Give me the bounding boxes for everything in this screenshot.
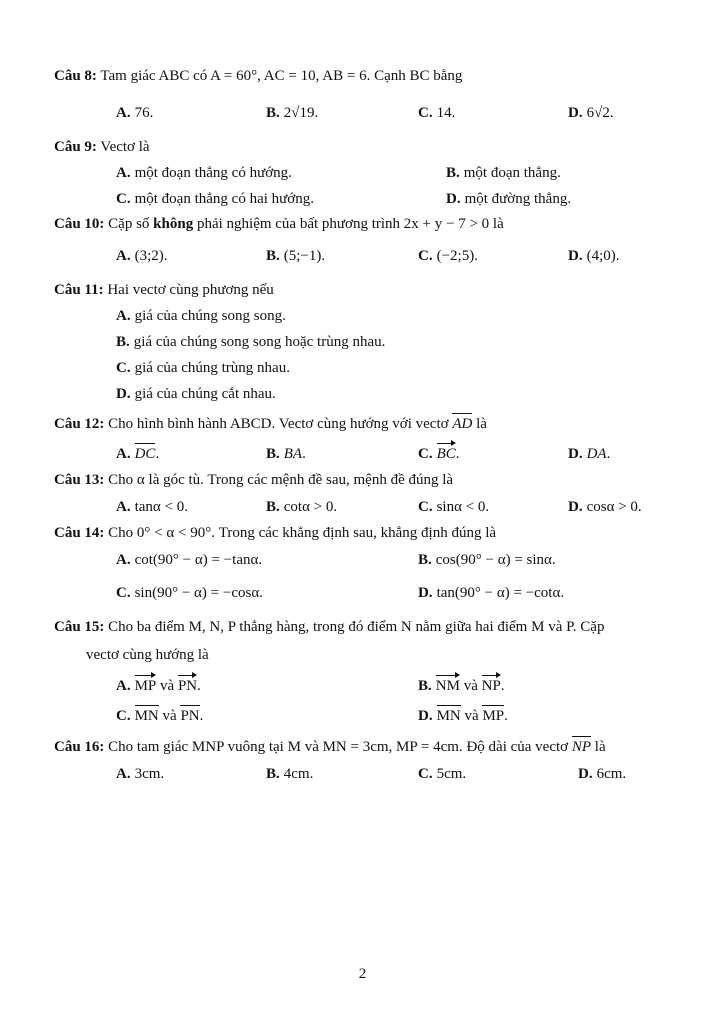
option-a — [116, 246, 168, 266]
question-label: Câu 9: — [54, 139, 97, 155]
option-key: B. — [266, 766, 280, 782]
option-key: A. — [116, 766, 131, 782]
option-a — [116, 306, 286, 326]
question-12 — [54, 414, 695, 434]
option-key: D. — [578, 766, 593, 782]
option-key: D. — [568, 248, 583, 264]
option-vector: NM — [435, 678, 460, 694]
option-text: tanα < 0. — [134, 499, 188, 515]
option-text: tan(90° − α) = −cotα. — [436, 585, 565, 601]
question-stem: Cho α là góc tù. Trong các mệnh đề sau, mệnh đề đúng là — [108, 472, 454, 488]
option-c — [116, 583, 263, 603]
option-text: . — [155, 446, 160, 462]
question-15-continuation: vectơ cùng hướng là — [86, 647, 209, 663]
option-key: B. — [418, 552, 432, 568]
option-vector: MP — [134, 678, 157, 694]
question-stem: Hai vectơ cùng phương nếu — [107, 282, 274, 298]
option-text: cotα > 0. — [283, 499, 338, 515]
option-key: D. — [446, 191, 461, 207]
option-c — [418, 497, 489, 517]
option-vector: DA — [586, 446, 607, 462]
option-c — [418, 764, 466, 784]
option-key: B. — [418, 678, 432, 694]
option-join: và — [464, 708, 479, 724]
option-key: D. — [418, 585, 433, 601]
option-d — [116, 384, 276, 404]
option-d — [568, 103, 614, 123]
question-label: Câu 14: — [54, 525, 105, 541]
question-13 — [54, 470, 695, 490]
question-stem-rest: là — [594, 739, 606, 755]
question-15 — [54, 617, 695, 637]
option-text: 2√19. — [283, 105, 319, 121]
option-text: . — [197, 678, 201, 694]
option-d — [568, 497, 642, 517]
option-key: B. — [266, 446, 280, 462]
option-b — [266, 444, 306, 464]
option-a — [116, 163, 292, 183]
vector-np: NP — [571, 739, 592, 755]
option-text: (4;0). — [586, 248, 620, 264]
option-text: 6cm. — [596, 766, 627, 782]
option-key: A. — [116, 552, 131, 568]
option-b — [266, 246, 325, 266]
question-label: Câu 12: — [54, 416, 105, 432]
question-14 — [54, 523, 695, 543]
option-a — [116, 497, 188, 517]
option-text: một đường thẳng. — [464, 191, 572, 207]
option-key: C. — [418, 446, 433, 462]
option-text: 6√2. — [586, 105, 614, 121]
question-label: Câu 13: — [54, 472, 105, 488]
option-text: . — [199, 708, 204, 724]
option-text: 5cm. — [436, 766, 467, 782]
option-b — [116, 332, 385, 352]
option-key: B. — [266, 499, 280, 515]
option-key: B. — [266, 248, 280, 264]
option-key: C. — [418, 248, 433, 264]
question-10 — [54, 214, 695, 234]
option-text: 4cm. — [283, 766, 314, 782]
option-key: C. — [418, 766, 433, 782]
option-key: C. — [418, 499, 433, 515]
option-vector: BC — [436, 446, 456, 462]
option-vector: PN — [177, 678, 198, 694]
question-9 — [54, 137, 695, 157]
option-c — [116, 358, 290, 378]
vector-ad: AD — [452, 416, 473, 432]
option-text: sinα < 0. — [436, 499, 490, 515]
option-key: A. — [116, 499, 131, 515]
option-vector: MN — [436, 708, 461, 724]
option-key: D. — [418, 708, 433, 724]
option-text: (−2;5). — [436, 248, 478, 264]
option-d — [446, 189, 571, 209]
option-key: C. — [116, 585, 131, 601]
option-key: C. — [116, 708, 131, 724]
question-stem: Vectơ là — [100, 139, 150, 155]
option-key: D. — [116, 386, 131, 402]
option-c — [116, 706, 203, 726]
option-text: 3cm. — [134, 766, 165, 782]
option-d — [418, 706, 508, 726]
option-key: A. — [116, 308, 131, 324]
option-join: và — [463, 678, 478, 694]
option-a — [116, 444, 159, 464]
option-b — [266, 764, 313, 784]
option-key: A. — [116, 678, 131, 694]
option-text: cosα > 0. — [586, 499, 642, 515]
option-b — [266, 497, 337, 517]
option-key: A. — [116, 446, 131, 462]
option-b — [266, 103, 318, 123]
question-8 — [54, 66, 695, 86]
option-key: B. — [266, 105, 280, 121]
option-a — [116, 764, 164, 784]
option-key: D. — [568, 446, 583, 462]
option-text: giá của chúng song song hoặc trùng nhau. — [133, 334, 386, 350]
option-key: A. — [116, 248, 131, 264]
option-key: A. — [116, 105, 131, 121]
option-text: cos(90° − α) = sinα. — [435, 552, 556, 568]
option-key: C. — [116, 191, 131, 207]
option-key: B. — [446, 165, 460, 181]
option-b — [418, 676, 505, 696]
question-label: Câu 16: — [54, 739, 105, 755]
option-a — [116, 676, 201, 696]
option-c — [418, 444, 460, 464]
option-key: D. — [568, 105, 583, 121]
option-join: và — [160, 678, 175, 694]
option-text: giá của chúng cắt nhau. — [134, 386, 276, 402]
option-d — [568, 246, 620, 266]
question-label: Câu 15: — [54, 619, 105, 635]
question-stem: Tam giác ABC có A = 60°, AC = 10, AB = 6. Cạnh BC bằng — [100, 68, 463, 84]
option-key: A. — [116, 165, 131, 181]
option-key: D. — [568, 499, 583, 515]
page-number: 2 — [358, 966, 367, 982]
question-stem: Cho tam giác MNP vuông tại M và MN = 3cm, MP = 4cm. Độ dài của vectơ — [108, 739, 569, 755]
option-vector: DC — [134, 446, 156, 462]
option-join: và — [162, 708, 177, 724]
question-stem: Cho ba điểm M, N, P thẳng hàng, trong đó điểm N nằm giữa hai điểm M và P. Cặp — [108, 619, 605, 635]
option-a — [116, 550, 262, 570]
option-d — [568, 444, 610, 464]
question-label: Câu 11: — [54, 282, 104, 298]
question-label: Câu 10: — [54, 216, 105, 232]
option-c — [116, 189, 314, 209]
question-stem: Cặp số — [108, 216, 150, 232]
option-text: . — [302, 446, 306, 462]
option-text: cot(90° − α) = −tanα. — [134, 552, 263, 568]
option-text: 14. — [436, 105, 456, 121]
question-stem-rest: là — [476, 416, 487, 432]
option-key: C. — [116, 360, 131, 376]
option-c — [418, 103, 455, 123]
option-text: một đoạn thẳng có hướng. — [134, 165, 292, 181]
option-text: giá của chúng song song. — [134, 308, 286, 324]
option-vector: BA — [283, 446, 303, 462]
question-11 — [54, 280, 695, 300]
option-text: . — [606, 446, 611, 462]
option-b — [418, 550, 556, 570]
question-stem-rest: phải nghiệm của bất phương trình 2x + y − 7 > 0 là — [196, 216, 504, 232]
option-text: . — [504, 708, 508, 724]
option-vector: NP — [481, 678, 501, 694]
question-stem: Cho 0° < α < 90°. Trong các khẳng định sau, khẳng định đúng là — [108, 525, 497, 541]
option-c — [418, 246, 478, 266]
option-text: (5;−1). — [283, 248, 326, 264]
option-text: (3;2). — [134, 248, 168, 264]
option-text: giá của chúng trùng nhau. — [134, 360, 290, 376]
option-vector: MN — [134, 708, 159, 724]
option-vector: MP — [482, 708, 505, 724]
option-text: 76. — [134, 105, 154, 121]
option-text: một đoạn thẳng có hai hướng. — [134, 191, 314, 207]
option-text: . — [500, 678, 505, 694]
question-label: Câu 8: — [54, 68, 97, 84]
question-16 — [54, 737, 695, 757]
option-text: . — [455, 446, 460, 462]
option-vector: PN — [180, 708, 200, 724]
question-stem: Cho hình bình hành ABCD. Vectơ cùng hướng với vectơ — [108, 416, 449, 432]
option-a — [116, 103, 153, 123]
option-key: B. — [116, 334, 130, 350]
option-text: một đoạn thẳng. — [463, 165, 561, 181]
option-text: sin(90° − α) = −cosα. — [134, 585, 263, 601]
option-d — [578, 764, 626, 784]
option-key: C. — [418, 105, 433, 121]
option-b — [446, 163, 561, 183]
question-stem-emphasis: không — [153, 216, 194, 232]
option-d — [418, 583, 564, 603]
